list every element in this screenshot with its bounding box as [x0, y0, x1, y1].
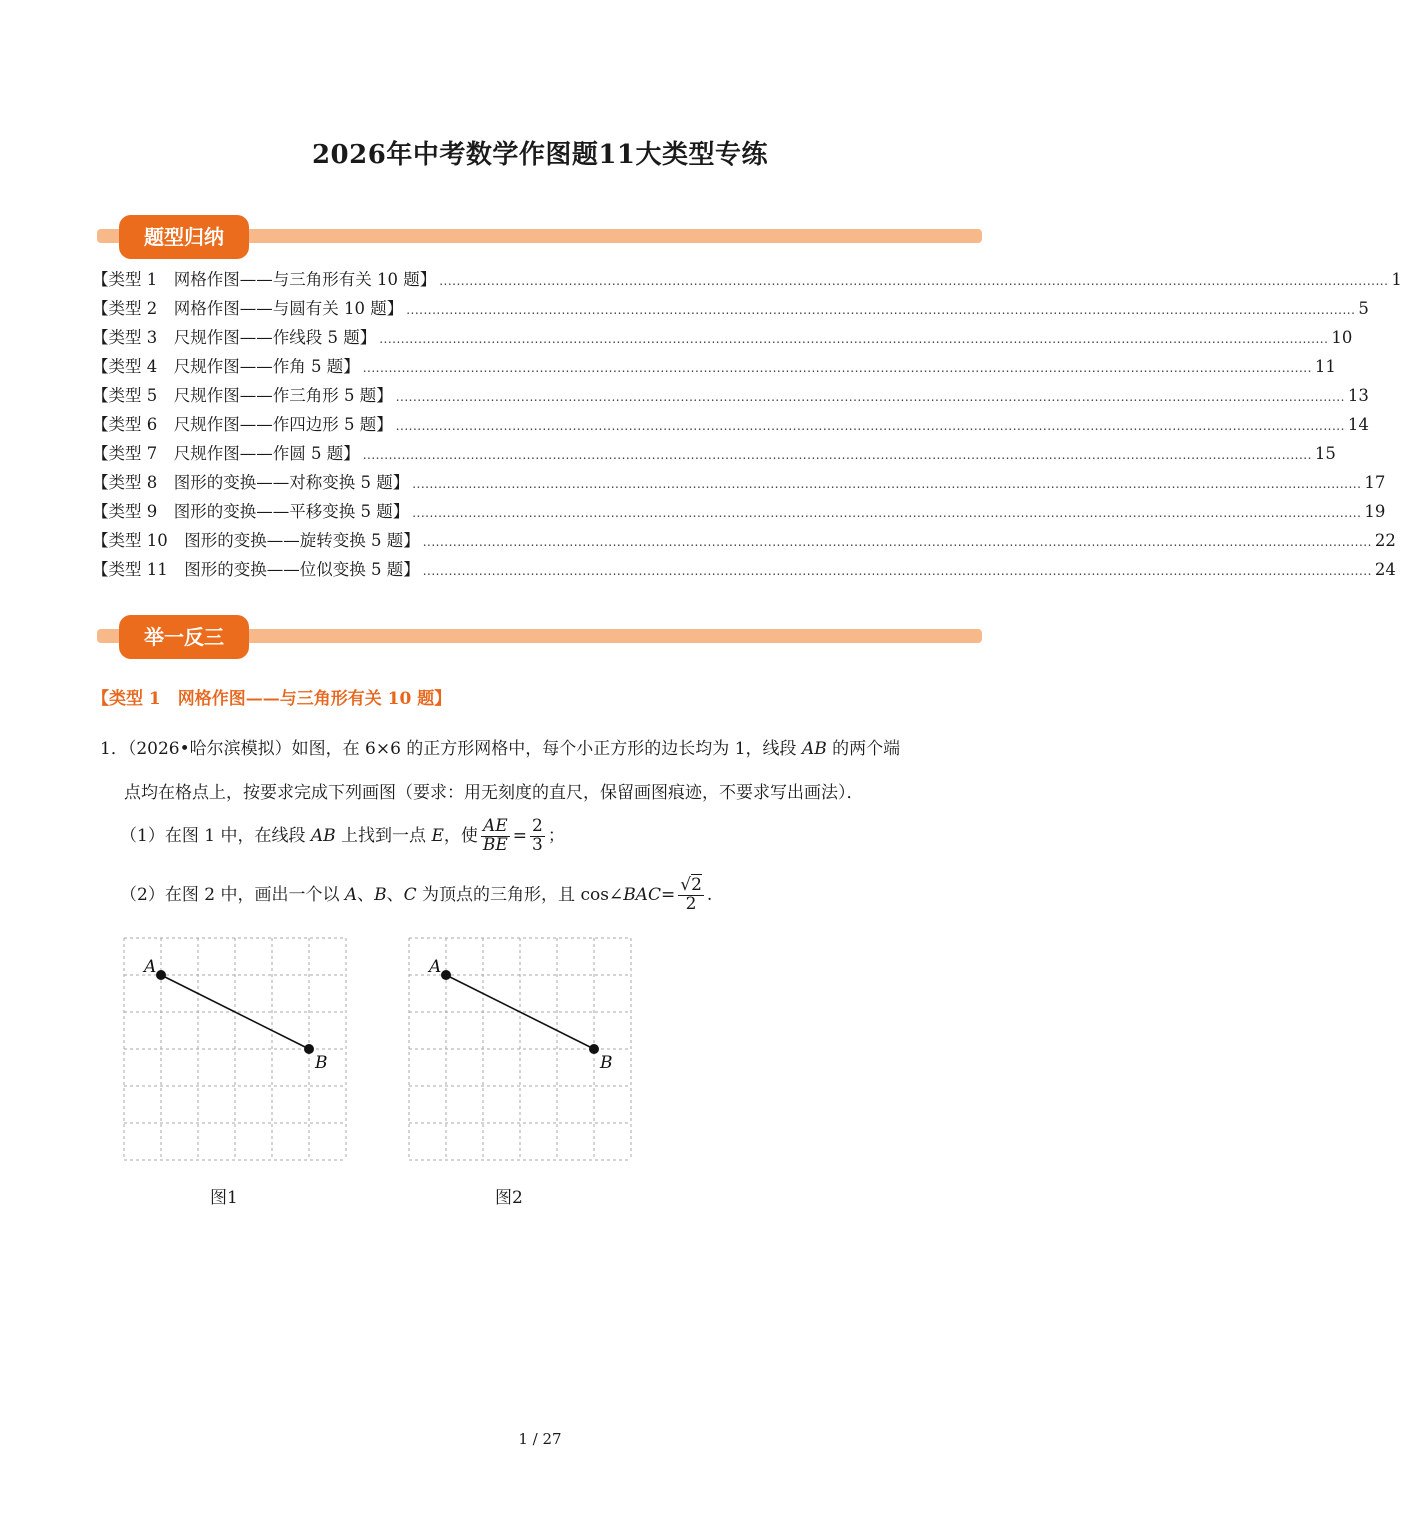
toc-item-page: 15: [1314, 444, 1336, 463]
fraction-two-thirds: [530, 818, 545, 855]
page-title: 2026年中考数学作图题11大类型专练: [311, 140, 769, 170]
toc-item-page: 5: [1358, 299, 1369, 318]
toc-item-label: 【类型 5 尺规作图——作三角形 5 题】: [92, 386, 393, 405]
point-label: B: [374, 884, 387, 905]
page-number: 1 / 27: [518, 1430, 562, 1448]
type-heading: 【类型 1 网格作图——与三角形有关 10 题】: [92, 689, 452, 709]
fraction-denominator: 3: [532, 834, 543, 855]
toc-item-label: 【类型 9 图形的变换——平移变换 5 题】: [92, 502, 410, 521]
sqrt-icon: √: [680, 875, 692, 895]
part-text: （2）在图 2 中，画出一个以: [120, 884, 345, 905]
part-text: 、: [386, 884, 404, 905]
figure-caption-1: 图1: [210, 1188, 238, 1208]
toc-item-page: 13: [1347, 386, 1369, 405]
equals-sign: =: [512, 825, 528, 846]
question-line-1: [100, 734, 900, 759]
question-number: 1．: [100, 739, 128, 759]
fraction-numerator: AE: [481, 818, 510, 837]
toc-item-label: 【类型 6 尺规作图——作四边形 5 题】: [92, 415, 393, 434]
part-text: 、: [357, 884, 375, 905]
toc-item-label: 【类型 3 尺规作图——作线段 5 题】: [92, 328, 377, 347]
fraction-denominator: 2: [685, 893, 697, 914]
toc-leader-dots: ............................................................................................................................................................................................................................: [412, 477, 1362, 491]
toc-item-label: 【类型 4 尺规作图——作角 5 题】: [92, 357, 360, 376]
toc-leader-dots: ............................................................................................................................................................................................................................: [395, 390, 1345, 404]
table-of-contents: [92, 265, 1402, 584]
question-text: 的两个端: [826, 739, 901, 759]
grid-point: [156, 970, 166, 980]
toc-item[interactable]: [92, 381, 1369, 410]
fraction-ae-be: [481, 818, 510, 855]
grid-point: [589, 1044, 599, 1054]
toc-item-page: 22: [1374, 531, 1396, 550]
toc-item-label: 【类型 1 网格作图——与三角形有关 10 题】: [92, 270, 437, 289]
angle-label: BAC: [623, 884, 661, 905]
part-text: 为顶点的三角形，且 cos∠: [416, 884, 624, 905]
toc-leader-dots: ............................................................................................................................................................................................................................: [439, 274, 1389, 288]
segment-label: AB: [801, 739, 827, 759]
toc-item-label: 【类型 11 图形的变换——位似变换 5 题】: [92, 560, 420, 579]
toc-item[interactable]: [92, 352, 1336, 381]
part-text: .: [706, 884, 713, 905]
section-header-practice: [97, 615, 982, 659]
toc-item[interactable]: [92, 410, 1369, 439]
toc-leader-dots: ............................................................................................................................................................................................................................: [362, 361, 1312, 375]
part-text: 上找到一点: [335, 825, 432, 846]
toc-leader-dots: ............................................................................................................................................................................................................................: [406, 303, 1356, 317]
toc-item-page: 1: [1391, 270, 1402, 289]
point-label: C: [403, 884, 417, 905]
segment-label: AB: [310, 825, 336, 846]
equals-sign: =: [660, 884, 676, 905]
toc-item[interactable]: [92, 468, 1386, 497]
sqrt-expression: [680, 877, 702, 895]
toc-item-page: 17: [1364, 473, 1386, 492]
toc-item-label: 【类型 7 尺规作图——作圆 5 题】: [92, 444, 360, 463]
grid-figure-1-canvas: [122, 936, 348, 1162]
grid-point: [441, 970, 451, 980]
grid-figure-1: [122, 936, 348, 1162]
toc-leader-dots: ............................................................................................................................................................................................................................: [412, 506, 1362, 520]
section-tab-summary: 题型归纳: [119, 215, 249, 259]
fraction-numerator: 2: [532, 816, 543, 836]
question-part-2: [120, 877, 712, 914]
section-header-summary: [97, 215, 982, 259]
part-text: ，使: [443, 825, 478, 846]
toc-leader-dots: ............................................................................................................................................................................................................................: [422, 535, 1372, 549]
fraction-sqrt2-over-2: [678, 877, 704, 914]
question-line-2: [124, 778, 864, 803]
point-label: B: [600, 1053, 613, 1073]
section-tab-practice: 举一反三: [119, 615, 249, 659]
question-text: 点均在格点上，按要求完成下列画图（要求：用无刻度的直尺，保留画图痕迹，不要求写出画法）．: [124, 783, 864, 803]
toc-item-page: 11: [1314, 357, 1336, 376]
toc-item-page: 19: [1364, 502, 1386, 521]
radicand: 2: [691, 875, 702, 895]
part-text: ；: [547, 825, 565, 846]
toc-leader-dots: ............................................................................................................................................................................................................................: [379, 332, 1329, 346]
toc-item[interactable]: [92, 439, 1336, 468]
point-label: B: [315, 1053, 328, 1073]
toc-item[interactable]: [92, 555, 1396, 584]
toc-item-label: 【类型 2 网格作图——与圆有关 10 题】: [92, 299, 404, 318]
toc-leader-dots: ............................................................................................................................................................................................................................: [395, 419, 1345, 433]
point-label: E: [431, 825, 444, 846]
toc-leader-dots: ............................................................................................................................................................................................................................: [422, 564, 1372, 578]
toc-item[interactable]: [92, 294, 1369, 323]
toc-item[interactable]: [92, 497, 1386, 526]
point-label: A: [429, 957, 442, 977]
point-label: A: [344, 884, 358, 905]
question-text: （2026•哈尔滨模拟）如图，在 6×6 的正方形网格中，每个小正方形的边长均为 1，线段: [127, 739, 802, 759]
fraction-denominator: BE: [482, 834, 508, 855]
figure-caption-2: 图2: [495, 1188, 523, 1208]
grid-figure-2: [407, 936, 633, 1162]
toc-item-page: 14: [1347, 415, 1369, 434]
grid-figure-2-canvas: [407, 936, 633, 1162]
toc-item-page: 10: [1331, 328, 1353, 347]
toc-item[interactable]: [92, 265, 1402, 294]
toc-item-label: 【类型 10 图形的变换——旋转变换 5 题】: [92, 531, 420, 550]
toc-item[interactable]: [92, 323, 1353, 352]
toc-item-label: 【类型 8 图形的变换——对称变换 5 题】: [92, 473, 410, 492]
part-text: （1）在图 1 中，在线段: [120, 825, 311, 846]
point-label: A: [144, 957, 157, 977]
grid-point: [304, 1044, 314, 1054]
question-part-1: [120, 818, 565, 855]
toc-leader-dots: ............................................................................................................................................................................................................................: [362, 448, 1312, 462]
toc-item[interactable]: [92, 526, 1396, 555]
toc-item-page: 24: [1374, 560, 1396, 579]
